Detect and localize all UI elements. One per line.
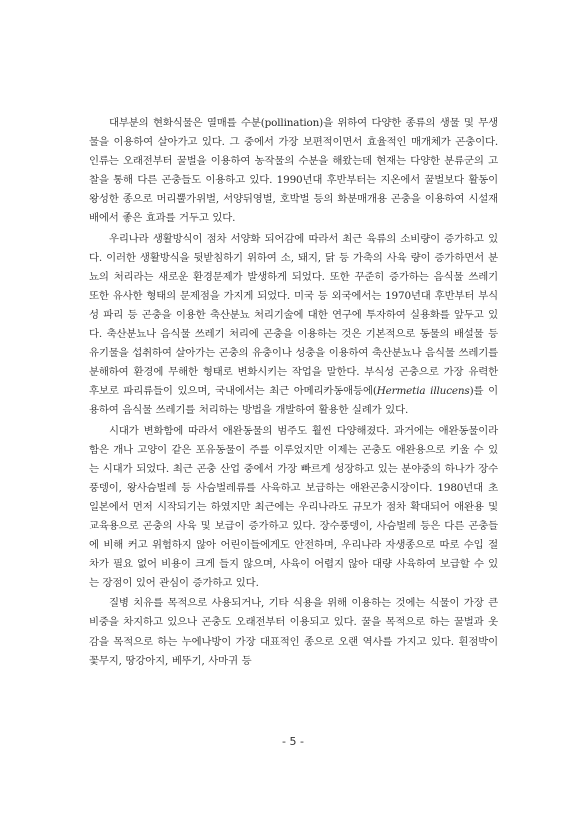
paragraph-pet-insects (89, 422, 498, 594)
paragraph-text: )를 이용하여 음식물 쓰레기를 처리하는 방법을 개발하여 활용한 실례가 있다. (89, 385, 499, 417)
paragraph-text: 질병 치유를 목적으로 사용되거나, 기타 식용을 위해 이용하는 것에는 식물이 가장 큰 비중을 차지하고 있으나 곤충도 오래전부터 이용되고 있다. 꿀을 목적으로 하는 꿀벌과 옷감을 목적으로 하는 누에나방이 가장 대표적인 종으로 오랜 역사를 가지고 있다. 흰점박이꽃무지, 땅강아지, 베뚜기, 사마귀 등 (89, 597, 498, 667)
body-text (89, 114, 498, 672)
page-number: - 5 - (282, 735, 304, 748)
paragraph-waste-processing-insects (89, 230, 498, 421)
paragraph-text: 우리나라 생활방식이 점차 서양화 되어감에 따라서 최근 육류의 소비량이 증가하고 있다. 이러한 생활방식을 뒷받침하기 위하여 소, 돼지, 닭 등 가축의 사육 량이 증가하면서 분뇨의 처리라는 새로운 환경문제가 발생하게 되었다. 또한 꾸준히 증가하는 음식물 쓰레기 또한 유사한 형태의 문제점을 가지게 되었다. 미국 등 외국에서는 1970년대 후반부터 부식성 파리 등 곤충을 이용한 축산분뇨 처리기술에 대한 연구에 투자하여 실용화를 앞두고 있다. 축산분뇨나 음식물 쓰레기 처리에 곤충을 이용하는 것은 기본적으로 동물의 배설물 등 유기물을 섭취하여 살아가는 곤충의 유충이나 성충을 이용하여 축산분뇨나 음식물 쓰레기를 분해하여 환경에 무해한 형태로 변화시키는 작업을 말한다. 부식성 곤충으로 가장 유력한 후보로 파리류들이 있으며, 국내에서는 최근 아메리카동애등에( (89, 232, 498, 398)
paragraph-text: 시대가 변화함에 따라서 애완동물의 범주도 훨씬 다양해졌다. 과거에는 애완동물이라 함은 개나 고양이 같은 포유동물이 주를 이루었지만 이제는 곤충도 애완용으로 키울 수 있는 시대가 되었다. 최근 곤충 산업 중에서 가장 빠르게 성장하고 있는 분야중의 하나가 장수풍뎅이, 왕사슴벌레 등 사슴벌레류를 사육하고 보급하는 애완곤충시장이다. 1980년대 초 일본에서 먼저 시작되기는 하였지만 최근에는 우리나라도 규모가 점차 확대되어 애완용 및 교육용으로 곤충의 사육 및 보급이 증가하고 있다. 장수풍뎅이, 사슴벌레 등은 다른 곤충들에 비해 커고 위험하지 않아 어린이들에게도 안전하며, 우리나라 자생종으로 따로 수입 절차가 필요 없어 비용이 크게 들지 않으며, 사육이 어렵지 않아 대량 사육하여 보급할 수 있는 장점이 있어 관심이 증가하고 있다. (89, 424, 498, 590)
paragraph-text: 대부분의 현화식물은 열매를 수분(pollination)을 위하여 다양한 종류의 생물 및 무생물을 이용하여 살아가고 있다. 그 중에서 가장 보편적이면서 효율적인 매개체가 곤충이다. 인류는 오래전부터 꿀벌을 이용하여 농작물의 수분을 해왔는데 현재는 다양한 분류군의 고찰을 통해 다른 곤충들도 이용하고 있다. 1990년대 후반부터는 지온에서 꿀벌보다 활동이 왕성한 종으로 머리뿔가위벌, 서양뒤영벌, 호박벌 등의 화분매개용 곤충을 이용하여 시설재배에서 좋은 효과를 거두고 있다. (89, 117, 498, 225)
paragraph-pollinator-insects (89, 114, 498, 229)
scientific-name: Hermetia illucens (376, 385, 470, 398)
paragraph-medicinal-edible-insects (89, 594, 498, 670)
